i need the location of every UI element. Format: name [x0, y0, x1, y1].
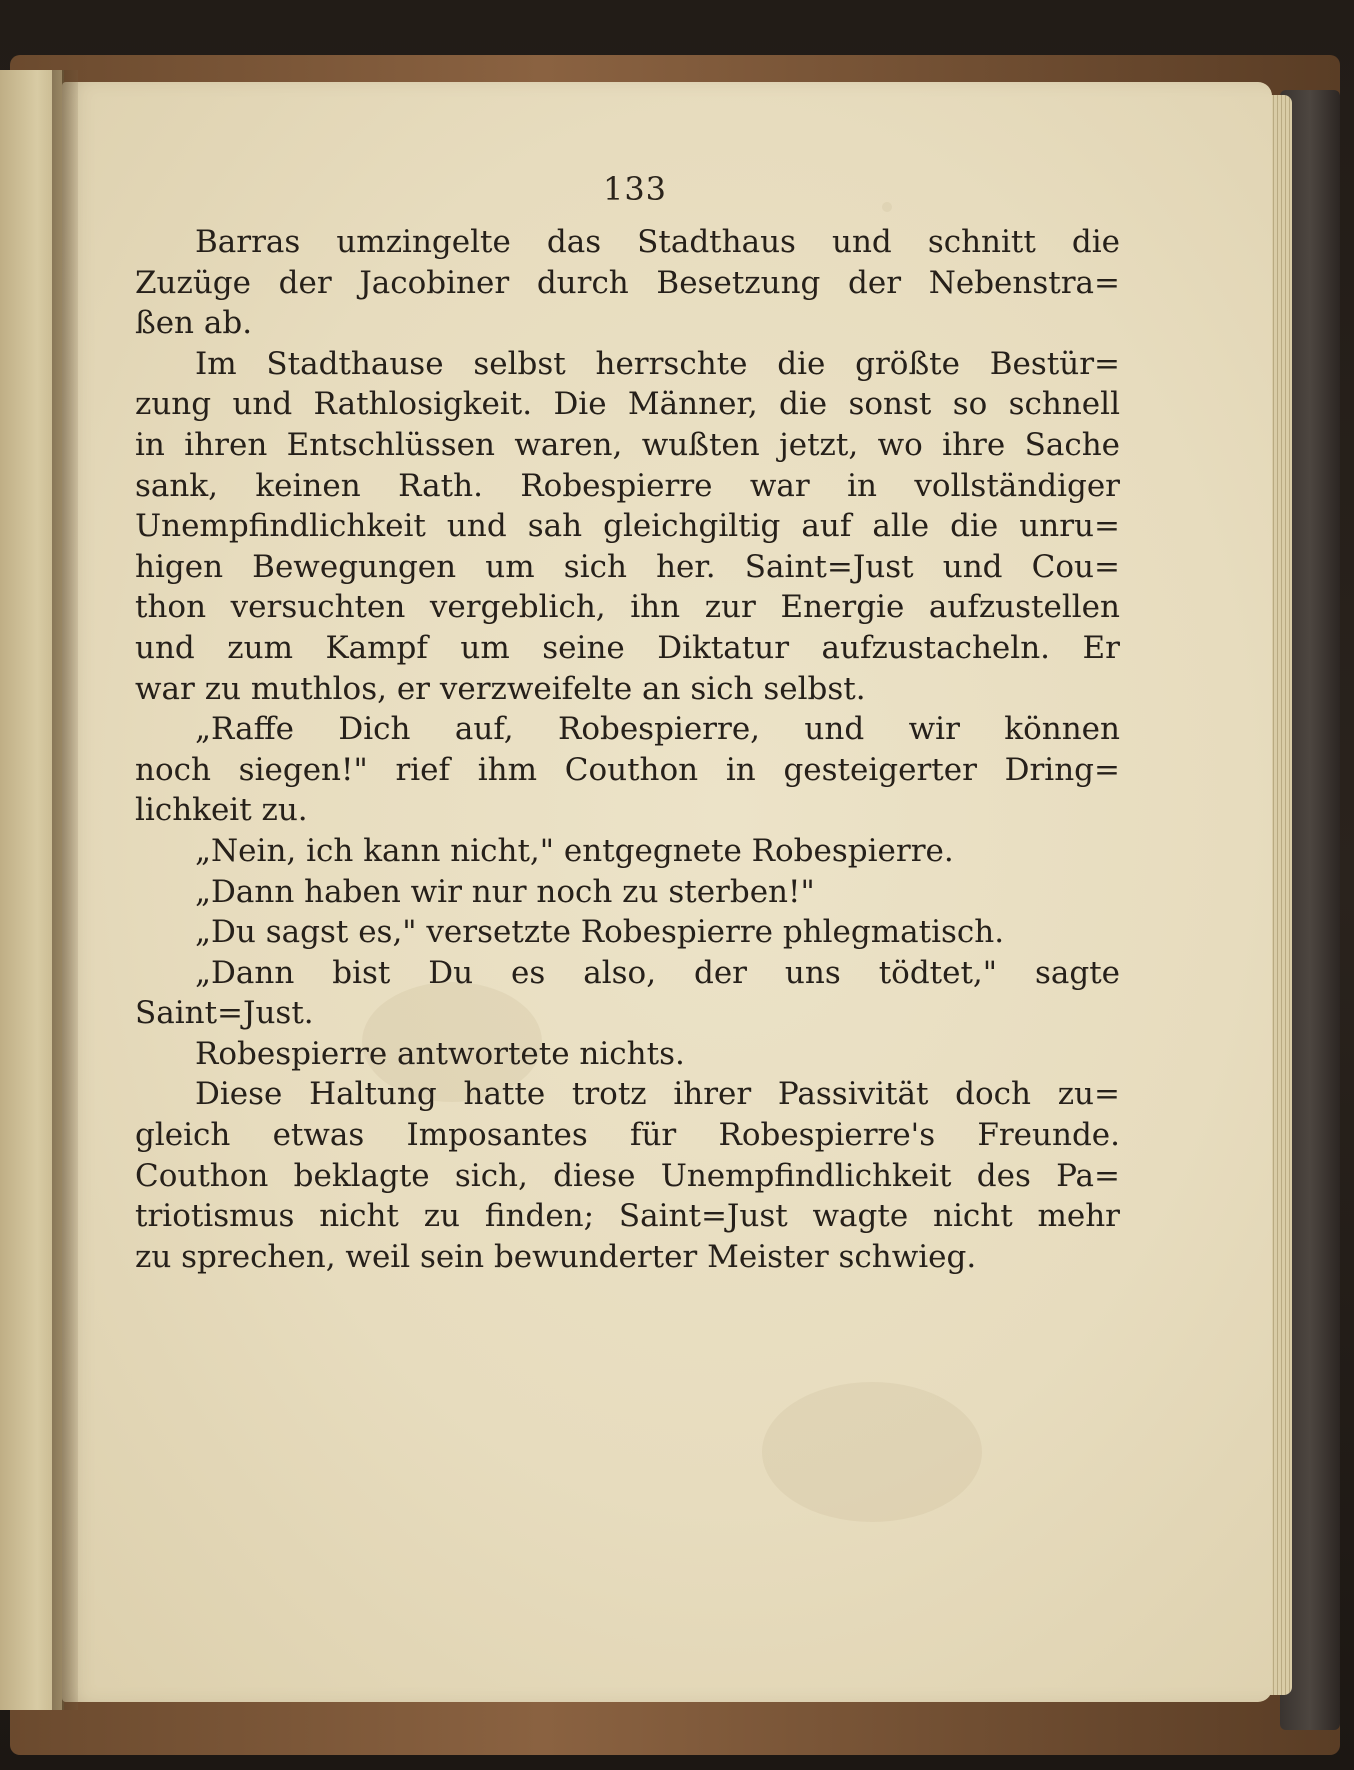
text-line: Robespierre antwortete nichts. [195, 1035, 685, 1072]
text-line: Diese Haltung hatte trotz ihrer Passivität doch zu= [195, 1076, 1120, 1113]
text-line: Unempfindlichkeit und sah gleichgiltig auf alle die unru= [135, 508, 1120, 545]
text-line: triotismus nicht zu finden; Saint=Just wagte nicht mehr [135, 1198, 1120, 1235]
page-number: 133 [602, 170, 668, 208]
text-line: „Dann haben wir nur noch zu sterben!" [195, 873, 815, 910]
text-line: sank, keinen Rath. Robespierre war in vollständiger [135, 467, 1120, 504]
text-line: zung und Rathlosigkeit. Die Männer, die sonst so schnell [135, 386, 1120, 423]
text-line: Im Stadthause selbst herrschte die größte Bestür= [195, 345, 1120, 382]
text-line: thon versuchten vergeblich, ihn zur Energie aufzustellen [135, 589, 1120, 626]
text-line: war zu muthlos, er verzweifelte an sich selbst. [135, 670, 866, 707]
text-line: noch siegen!" rief ihm Couthon in gesteigerter Dring= [135, 751, 1120, 788]
text-line: Couthon beklagte sich, diese Unempfindlichkeit des Pa= [135, 1157, 1120, 1194]
text-line: Saint=Just. [135, 995, 314, 1032]
page-text [135, 222, 1120, 1277]
text-line: in ihren Entschlüssen waren, wußten jetzt, wo ihre Sache [135, 426, 1120, 463]
text-line: und zum Kampf um seine Diktatur aufzustacheln. Er [135, 629, 1120, 666]
text-line: zu sprechen, weil sein bewunderter Meister schwieg. [135, 1238, 977, 1275]
text-line: Barras umzingelte das Stadthaus und schnitt die [195, 224, 1120, 260]
text-line: „Dann bist Du es also, der uns tödtet," sagte [195, 954, 1120, 991]
text-line: lichkeit zu. [135, 792, 308, 829]
page-gutter-shadow [52, 70, 78, 1710]
text-line: „Raffe Dich auf, Robespierre, und wir können [195, 711, 1120, 748]
text-line: higen Bewegungen um sich her. Saint=Just und Cou= [135, 548, 1120, 585]
text-line: Zuzüge der Jacobiner durch Besetzung der Nebenstra= [135, 264, 1120, 301]
text-line: ßen ab. [135, 305, 253, 342]
text-line: „Nein, ich kann nicht," entgegnete Robespierre. [195, 832, 954, 869]
paper-spot [882, 202, 892, 212]
text-line: gleich etwas Imposantes für Robespierre's Freunde. [135, 1117, 1120, 1154]
text-line: „Du sagst es," versetzte Robespierre phlegmatisch. [195, 914, 1005, 951]
paper-stain [762, 1382, 982, 1522]
